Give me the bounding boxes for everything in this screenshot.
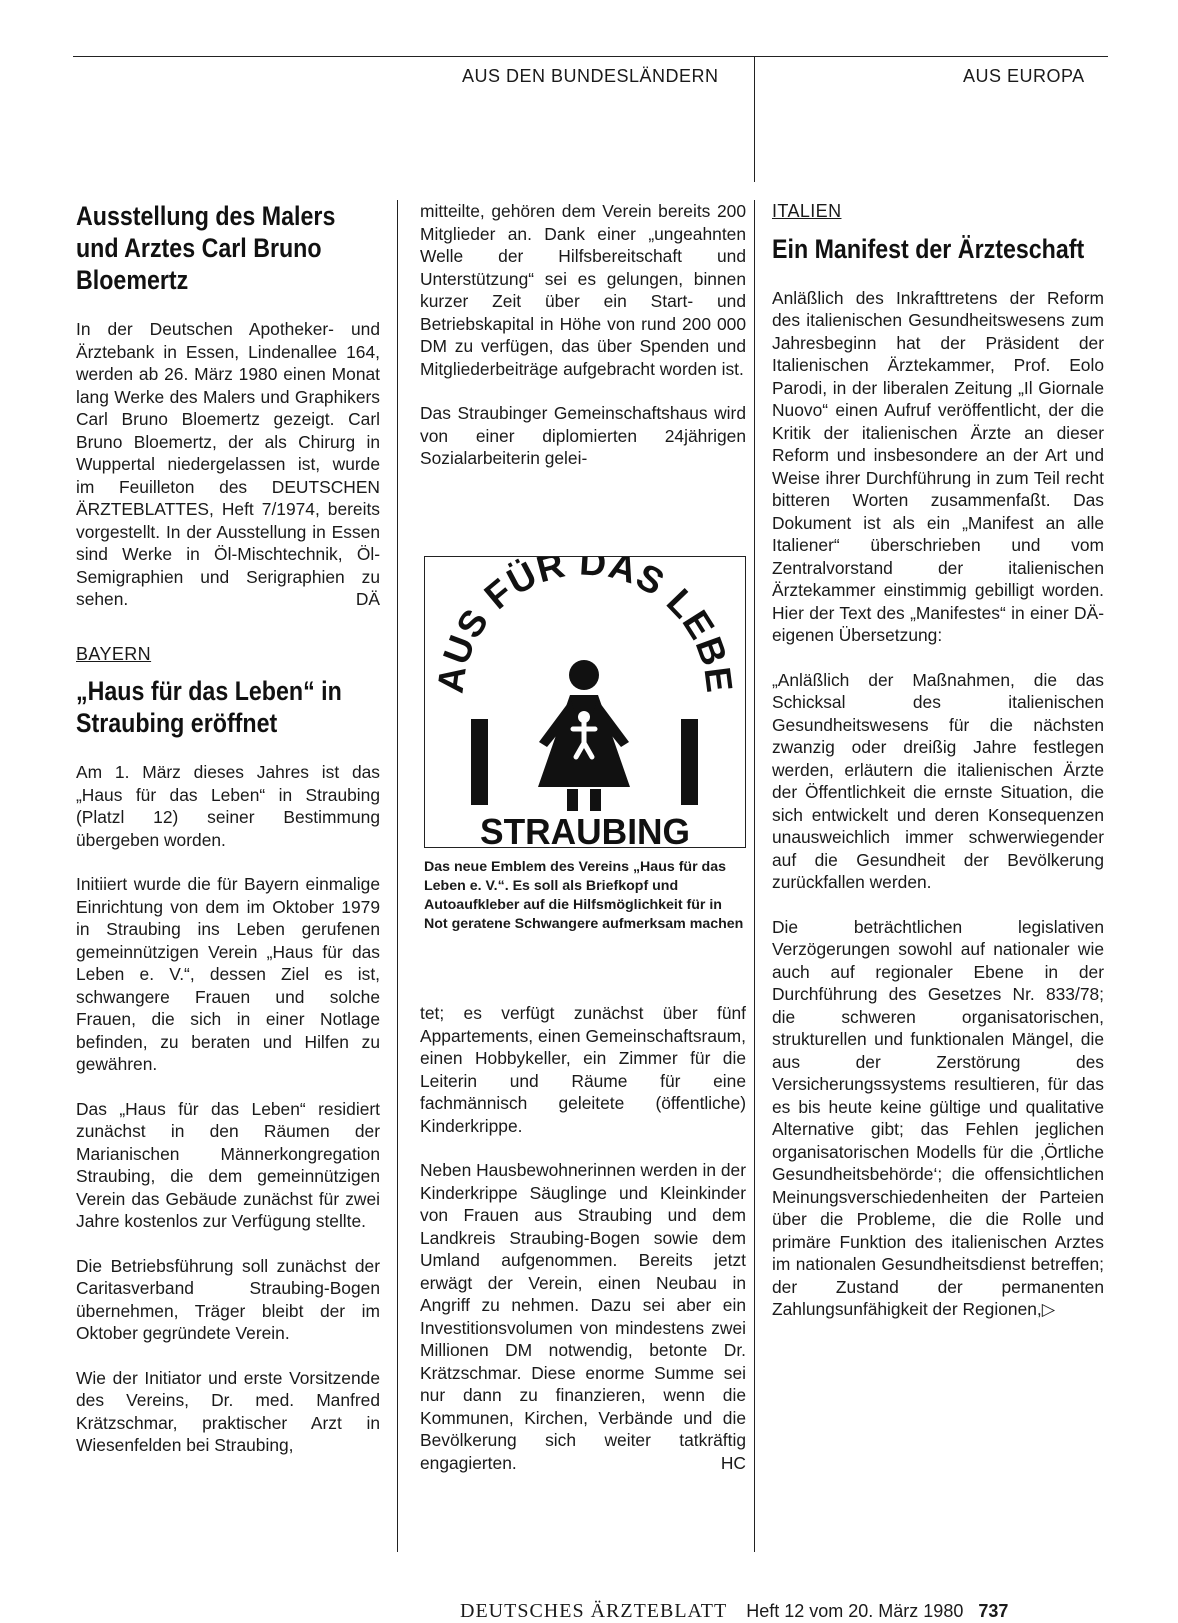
column-divider-1	[397, 200, 398, 1552]
footer-journal: DEUTSCHES ÄRZTEBLATT	[460, 1600, 728, 1622]
emblem-frame	[424, 556, 746, 848]
article3-paragraph-3	[772, 916, 1104, 1321]
header-divider	[754, 56, 755, 182]
emblem-figure-head	[569, 660, 599, 690]
top-rule	[73, 56, 1108, 57]
article2-col2-paragraph-2: Das Straubinger Gemeinschaftshaus wird von einer diplomierten 24jährigen Sozialarbeiterin gelei-	[420, 403, 746, 468]
article2-paragraph-2: Initiiert wurde die für Bayern einmalige Einrichtung von dem im Oktober 1979 in Straubing ins Leben gerufenen gemeinnützigen Verein „Haus für das Leben e. V.“, dessen Ziel es ist, schwangere Frauen und solche Frauen, die sich in einer Notlage befinden, zu beraten und Hilfen zu gewähren.	[76, 874, 380, 1074]
emblem-right-pillar	[681, 719, 698, 805]
article2-paragraph-1: Am 1. März dieses Jahres ist das „Haus für das Leben“ in Straubing (Platzl 12) seiner Bestimmung übergeben worden.	[76, 762, 380, 850]
article2-col2-paragraph-1: mitteilte, gehören dem Verein bereits 200 Mitglieder an. Dank einer „ungeahnten Welle der Hilfsbereitschaft und Unterstützung“ sei es gelungen, binnen kurzer Zeit über ein Start- und Betriebskapital in Höhe von rund 200 000 DM zu verfügen, das über Spenden und Mitgliederbeiträge aufgebracht worden ist.	[420, 201, 746, 379]
section-label-bundeslaender: AUS DEN BUNDESLÄNDERN	[462, 66, 719, 86]
article2-col2-paragraph-4-text: Neben Hausbewohnerinnen werden in der Kinderkrippe Säuglinge und Kleinkinder von Frauen aus Straubing und dem Landkreis Straubing-Bogen sowie dem Umland aufgenommen. Bereits jetzt erwägt der Verein, einen Neubau in Angriff zu nehmen. Dazu sei aber ein Investitionsvolumen von mindestens zwei Millionen DM notwendig, betonte Dr. Krätzschmar. Diese enorme Summe sei nur dann zu finanzieren, wenn die Kommunen, Kirchen, Verbände und die Bevölkerung sich weiter tatkräftig engagierten.	[420, 1160, 746, 1473]
page-footer	[460, 1600, 1110, 1623]
article3-kicker: ITALIEN	[772, 201, 842, 221]
emblem-figure-left-leg	[567, 789, 578, 811]
article1-headline: Ausstellung des Malers und Arztes Carl Bruno Bloemertz	[76, 201, 336, 295]
section-label-europa: AUS EUROPA	[963, 66, 1085, 86]
column-2-bottom	[420, 1002, 746, 1496]
article1-paragraph	[76, 318, 380, 611]
article3-paragraph-2: „Anläßlich der Maßnahmen, die das Schicksal des italienischen Gesundheitswesens für die nächsten zwanzig oder dreißig Jahre festlegen werden, erläutern die italienischen Ärzte der Öffentlichkeit die ernste Situation, die sich entwickelt und deren Konsequenzen unausweichlich immer schwerwiegender auf die Gesundheit der Bevölkerung zurückfallen werden.	[772, 669, 1104, 892]
article2-paragraph-3: Das „Haus für das Leben“ residiert zunächst in den Räumen der Marianischen Männerkongregation Straubing, die dem gemeinnützigen Verein das Gebäude zunächst für zwei Jahre kostenlos zur Verfügung stellte.	[76, 1098, 380, 1231]
column-divider-2	[754, 200, 755, 1552]
continue-arrow-icon: ▷	[1041, 1299, 1056, 1319]
emblem-logo	[425, 557, 744, 846]
column-3	[772, 200, 1104, 1343]
article1-text: In der Deutschen Apotheker- und Ärztebank in Essen, Lindenallee 164, werden ab 26. März 1980 einen Monat lang Werke des Malers und Graphikers Carl Bruno Bloemertz gezeigt. Carl Bruno Bloemertz, der als Chirurg in Wuppertal niedergelassen ist, wurde im Feuilleton des DEUTSCHEN ÄRZTEBLATTES, Heft 7/1974, bereits vorgestellt. In der Ausstellung in Essen sind Werke in Öl-Mischtechnik, Öl-Semigraphien und Serigraphien zu sehen.	[76, 319, 380, 609]
article2-paragraph-4: Die Betriebsführung soll zunächst der Caritasverband Straubing-Bogen übernehmen, Träger bleibt der im Oktober gegründete Verein.	[76, 1255, 380, 1343]
emblem-arc-text: AUS FÜR DAS LEBE	[429, 557, 741, 696]
article3-paragraph-3-text: Die beträchtlichen legislativen Verzögerungen sowohl auf nationaler wie auch auf regionaler Ebene in der Durchführung des Gesetzes Nr. 833/78; die schweren organisatorischen, strukturellen und funktionalen Mängel, die aus der Zerstörung des Versicherungssystems resultieren, für das es bis heute keine gültige und qualitative Alternative gibt; das Fehlen jeglichen organisatorischen Modells für die ‚Örtliche Gesundheitsbehörde‘; die offensichtlichen Meinungsverschiedenheiten der Parteien über die Probleme, die die Rolle und primäre Funktion des italienischen Arztes im nationalen Gesundheitsdienst betreffen; der Zustand der permanenten Zahlungsunfähigkeit der Regionen,	[772, 916, 1104, 1319]
footer-issue: Heft 12 vom 20. März 1980	[746, 1601, 964, 1621]
article2-signature: HC	[720, 1452, 746, 1473]
column-1	[76, 200, 380, 1479]
emblem-figure-right-leg	[590, 789, 601, 811]
article2-kicker: BAYERN	[76, 643, 152, 664]
emblem-left-pillar	[471, 719, 488, 805]
article3-headline: Ein Manifest der Ärzteschaft	[772, 233, 1085, 264]
emblem-caption: Das neue Emblem des Vereins „Haus für das Leben e. V.“. Es soll als Briefkopf und Autoaufkleber auf die Hilfsmöglichkeit für in Not geratene Schwangere aufmerksam machen	[424, 859, 744, 932]
article2-col2-paragraph-4	[420, 1159, 746, 1474]
column-2-top	[420, 200, 746, 492]
article3-paragraph-1: Anläßlich des Inkrafttretens der Reform des italienischen Gesundheitswesens zum Jahresbeginn hat der Präsident der Italienischen Ärztekammer, Prof. Eolo Parodi, in der liberalen Zeitung „Il Giornale Nuovo“ einen Aufruf veröffentlicht, der die Kritik der italienischen Ärzte an dieser Reform und insbesondere an der Art und Weise ihrer Durchführung in zum Teil recht bitteren Worten zusammenfaßt. Das Dokument ist als ein „Manifest an alle Italiener“ überschrieben und vom Zentralvorstand der italienischen Ärztekammer einstimmig gebilligt worden. Hier der Text des „Manifestes“ in einer DÄ-eigenen Übersetzung:	[772, 287, 1104, 645]
emblem-bottom-text: STRAUBING	[480, 811, 690, 846]
footer-page-number: 737	[978, 1601, 1009, 1621]
article2-headline: „Haus für das Leben“ in Straubing eröffnet	[76, 676, 342, 738]
article1-signature: DÄ	[355, 589, 380, 609]
article2-col2-paragraph-3: tet; es verfügt zunächst über fünf Appartements, einen Gemeinschaftsraum, einen Hobbykeller, ein Zimmer für die Leiterin und Räume für eine fachmännisch geleitete (öffentliche) Kinderkrippe.	[420, 1003, 746, 1136]
article2-paragraph-5: Wie der Initiator und erste Vorsitzende des Vereins, Dr. med. Manfred Krätzschmar, praktischer Arzt in Wiesenfelden bei Straubing,	[76, 1367, 380, 1455]
